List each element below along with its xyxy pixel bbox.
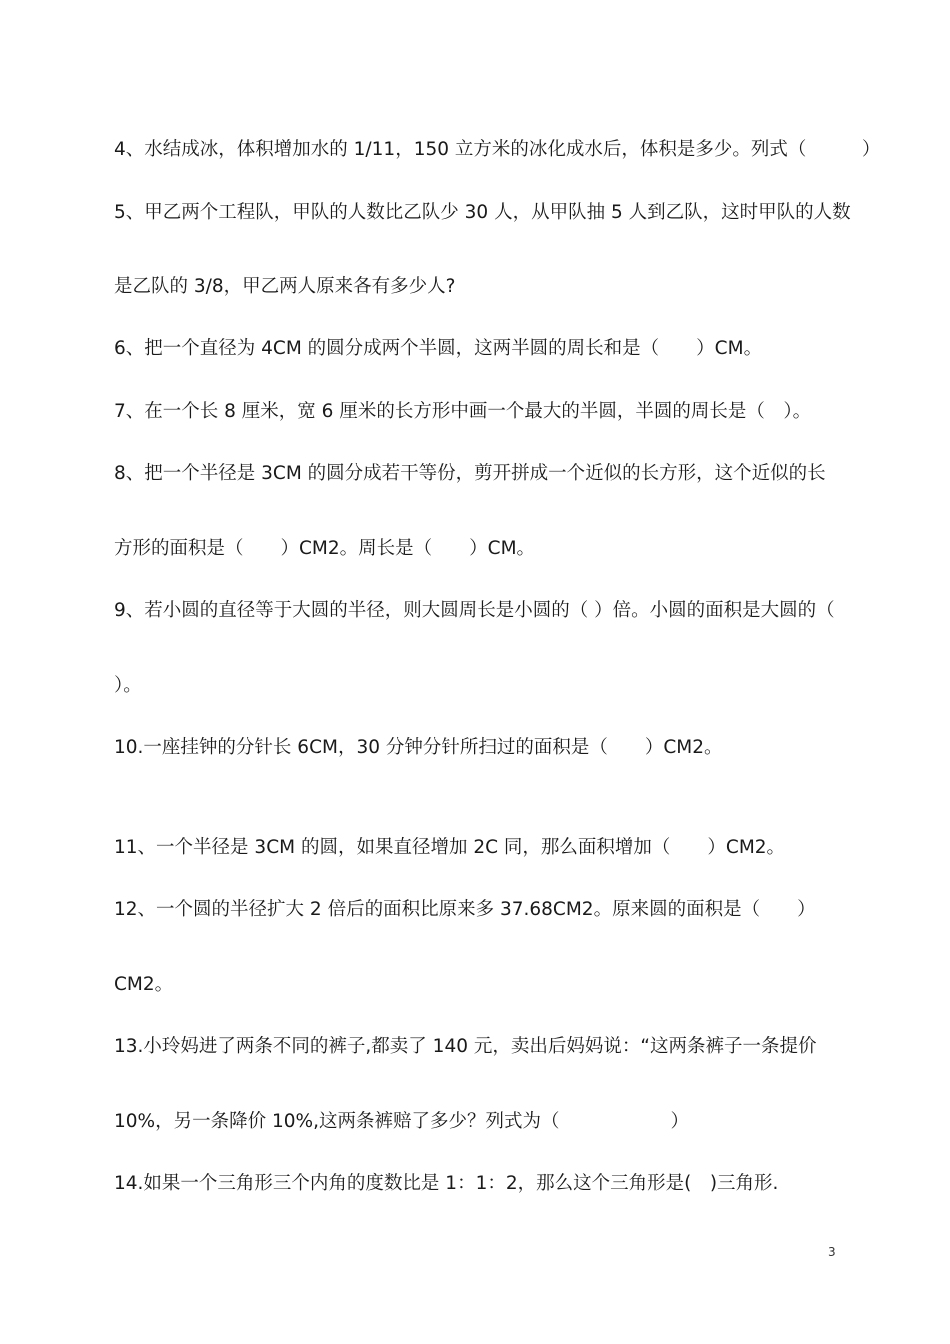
question-9-line-1: 9、若小圆的直径等于大圆的半径，则大圆周长是小圆的（ ）倍。小圆的面积是大圆的（ [114, 600, 835, 621]
question-6-line: 6、把一个直径为 4CM 的圆分成两个半圆，这两半圆的周长和是（ ）CM。 [114, 338, 763, 359]
question-9-line-2: ）。 [114, 675, 142, 696]
question-5-line-2: 是乙队的 3/8，甲乙两人原来各有多少人? [114, 276, 456, 297]
question-7-line: 7、在一个长 8 厘米，宽 6 厘米的长方形中画一个最大的半圆，半圆的周长是（ ）。 [114, 401, 812, 422]
question-8-line-1: 8、把一个半径是 3CM 的圆分成若干等份，剪开拼成一个近似的长方形，这个近似的长 [114, 463, 826, 484]
question-11-line: 11、一个半径是 3CM 的圆，如果直径增加 2C 同，那么面积增加（ ）CM2。 [114, 837, 786, 858]
question-13-line-2: 10%，另一条降价 10%,这两条裤赔了多少？列式为（ ） [114, 1111, 690, 1132]
question-10-line: 10.一座挂钟的分针长 6CM，30 分钟分针所扫过的面积是（ ）CM2。 [114, 737, 723, 758]
question-5-line-1: 5、甲乙两个工程队，甲队的人数比乙队少 30 人，从甲队抽 5 人到乙队，这时甲队的人数 [114, 202, 851, 223]
question-8-line-2: 方形的面积是（ ）CM2。周长是（ ）CM。 [114, 538, 536, 559]
question-12-line-1: 12、一个圆的半径扩大 2 倍后的面积比原来多 37.68CM2。原来圆的面积是（ ） [114, 899, 816, 920]
question-13-line-1: 13.小玲妈进了两条不同的裤子,都卖了 140 元，卖出后妈妈说：“这两条裤子一条提价 [114, 1036, 817, 1057]
question-4-line: 4、水结成冰，体积增加水的 1/11，150 立方米的冰化成水后，体积是多少。列式（ ） [114, 139, 881, 160]
question-12-line-2: CM2。 [114, 974, 174, 995]
page-number: 3 [828, 1245, 836, 1259]
question-14-line: 14.如果一个三角形三个内角的度数比是 1：1：2，那么这个三角形是( )三角形. [114, 1173, 779, 1194]
